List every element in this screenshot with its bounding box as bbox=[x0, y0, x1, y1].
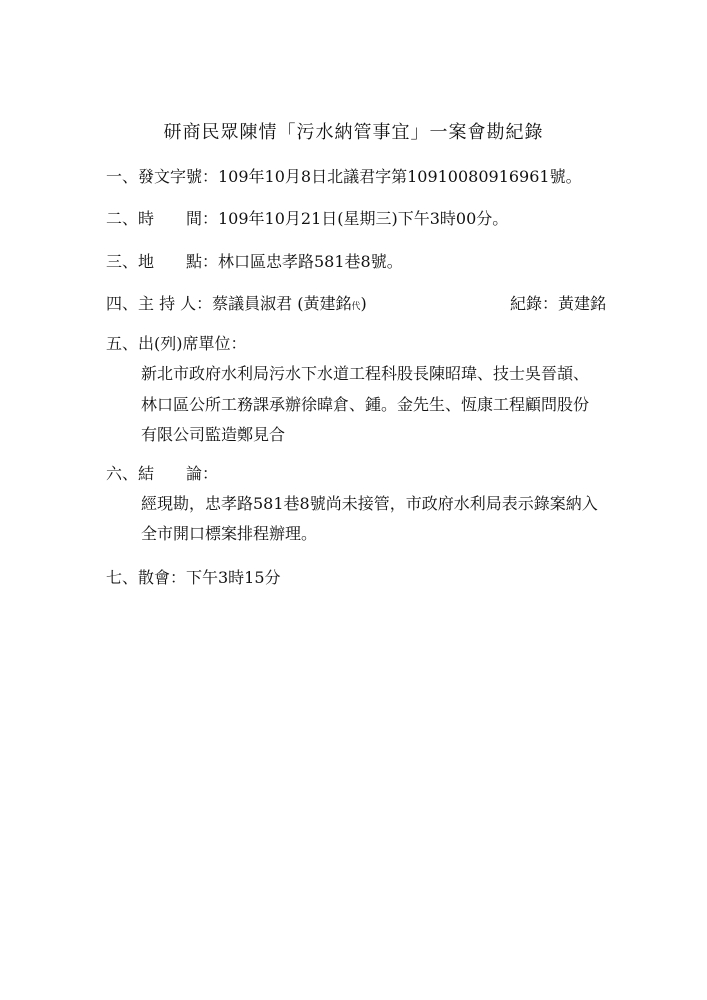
host-proxy-mark: 代 bbox=[351, 302, 361, 312]
item-adjourn: 七、散會：下午3時15分 bbox=[106, 568, 281, 587]
document-title: 研商民眾陳情「污水納管事宜」一案會勘紀錄 bbox=[163, 122, 544, 143]
item-doc-number: 一、發文字號：109年10月8日北議君字第10910080916961號。 bbox=[106, 167, 582, 186]
host-text: 四、主 持 人：蔡議員淑君 (黃建銘 bbox=[106, 294, 352, 313]
item-host bbox=[106, 294, 367, 317]
attendees-line-2: 林口區公所工務課承辦徐暐倉、鍾。金先生、恆康工程顧問股份 bbox=[141, 395, 590, 414]
conclusion-line-2: 全市開口標案排程辦理。 bbox=[141, 524, 318, 543]
item-attendees-heading: 五、出(列)席單位： bbox=[106, 334, 247, 353]
host-close: ) bbox=[360, 294, 367, 313]
item-place: 三、地 點：林口區忠孝路581巷8號。 bbox=[106, 252, 403, 271]
attendees-line-3: 有限公司監造鄭見合 bbox=[141, 425, 286, 444]
conclusion-line-1: 經現勘，忠孝路581巷8號尚未接管，市政府水利局表示錄案納入 bbox=[141, 494, 598, 513]
item-conclusion-heading: 六、結 論： bbox=[106, 464, 219, 483]
attendees-line-1: 新北市政府水利局污水下水道工程科股長陳昭瑋、技士吳晉頡、 bbox=[141, 364, 590, 383]
item-recorder: 紀錄：黃建銘 bbox=[510, 294, 607, 313]
item-time: 二、時 間：109年10月21日(星期三)下午3時00分。 bbox=[106, 209, 509, 228]
